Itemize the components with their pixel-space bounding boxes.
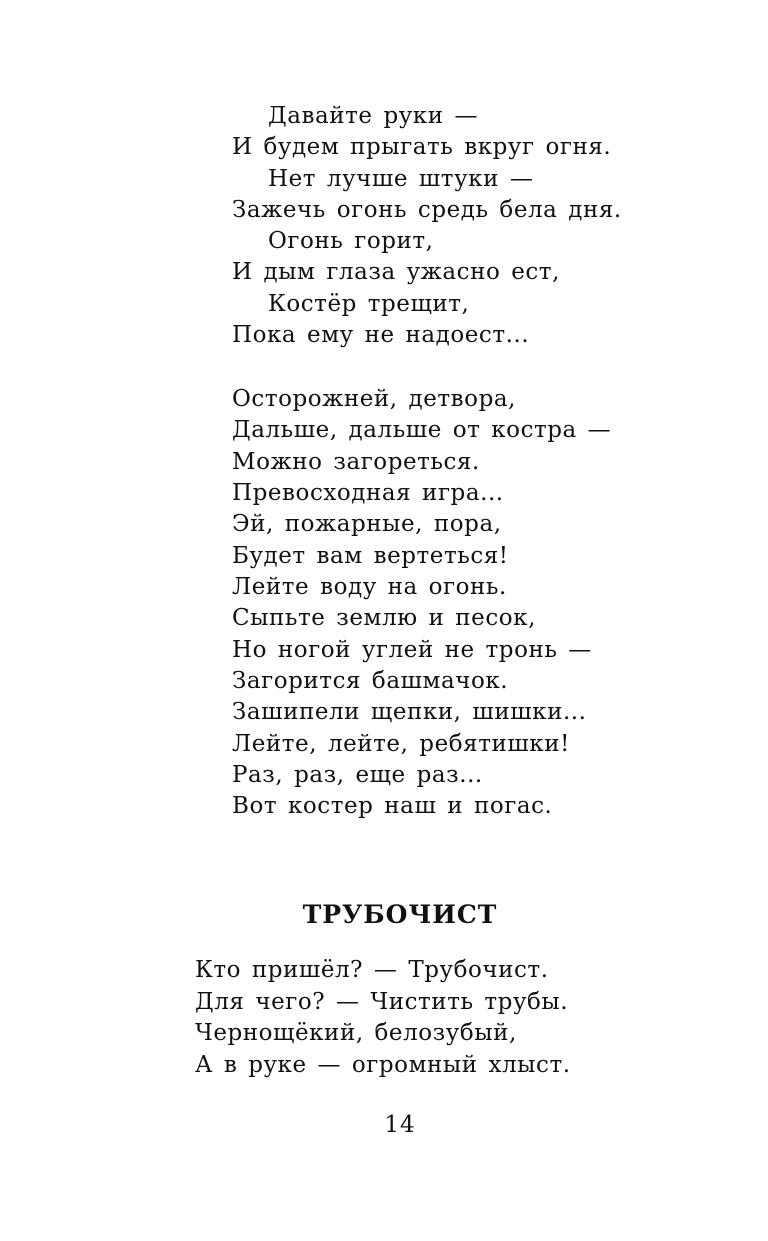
verse-line: Нет лучше штуки — [268,165,534,192]
poem-1-stanza-1 [232,101,622,351]
verse-line: И дым глаза ужасно ест, [232,259,560,286]
verse-line: Вот костер наш и погас. [232,793,553,820]
poem-1-stanza-2 [232,384,611,823]
verse-line: Для чего? — Чистить трубы. [195,988,569,1015]
verse-line: А в руке — огромный хлыст. [195,1051,571,1078]
verse-line: Лейте воду на огонь. [232,574,507,601]
verse-line: И будем прыгать вкруг огня. [232,134,612,161]
page-number: 14 [384,1112,416,1138]
verse-line: Сыпьте землю и песок, [232,605,536,632]
verse-line: Лейте, лейте, ребятишки! [232,730,570,757]
poem-2-stanza-1 [195,955,571,1081]
verse-line: Можно загореться. [232,448,480,475]
verse-line: Кто пришёл? — Трубочист. [195,957,549,983]
verse-line: Зашипели щепки, шишки... [232,699,587,726]
verse-line: Огонь горит, [268,228,434,255]
verse-line: Дальше, дальше от костра — [232,417,612,444]
verse-line: Осторожней, детвора, [232,386,516,412]
verse-line: Превосходная игра... [232,480,504,507]
verse-line: Костёр трещит, [268,290,470,317]
verse-line: Но ногой углей не тронь — [232,636,592,663]
verse-line: Раз, раз, еще раз... [232,762,483,789]
poem-title: ТРУБОЧИСТ [302,900,498,929]
verse-line: Зажечь огонь средь бела дня. [232,196,622,223]
verse-line: Давайте руки — [268,103,479,129]
verse-line: Загорится башмачок. [232,668,509,695]
verse-line: Будет вам вертеться! [232,542,509,569]
verse-line: Эй, пожарные, пора, [232,511,502,538]
verse-line: Чернощёкий, белозубый, [195,1020,517,1047]
verse-line: Пока ему не надоест... [232,322,530,349]
